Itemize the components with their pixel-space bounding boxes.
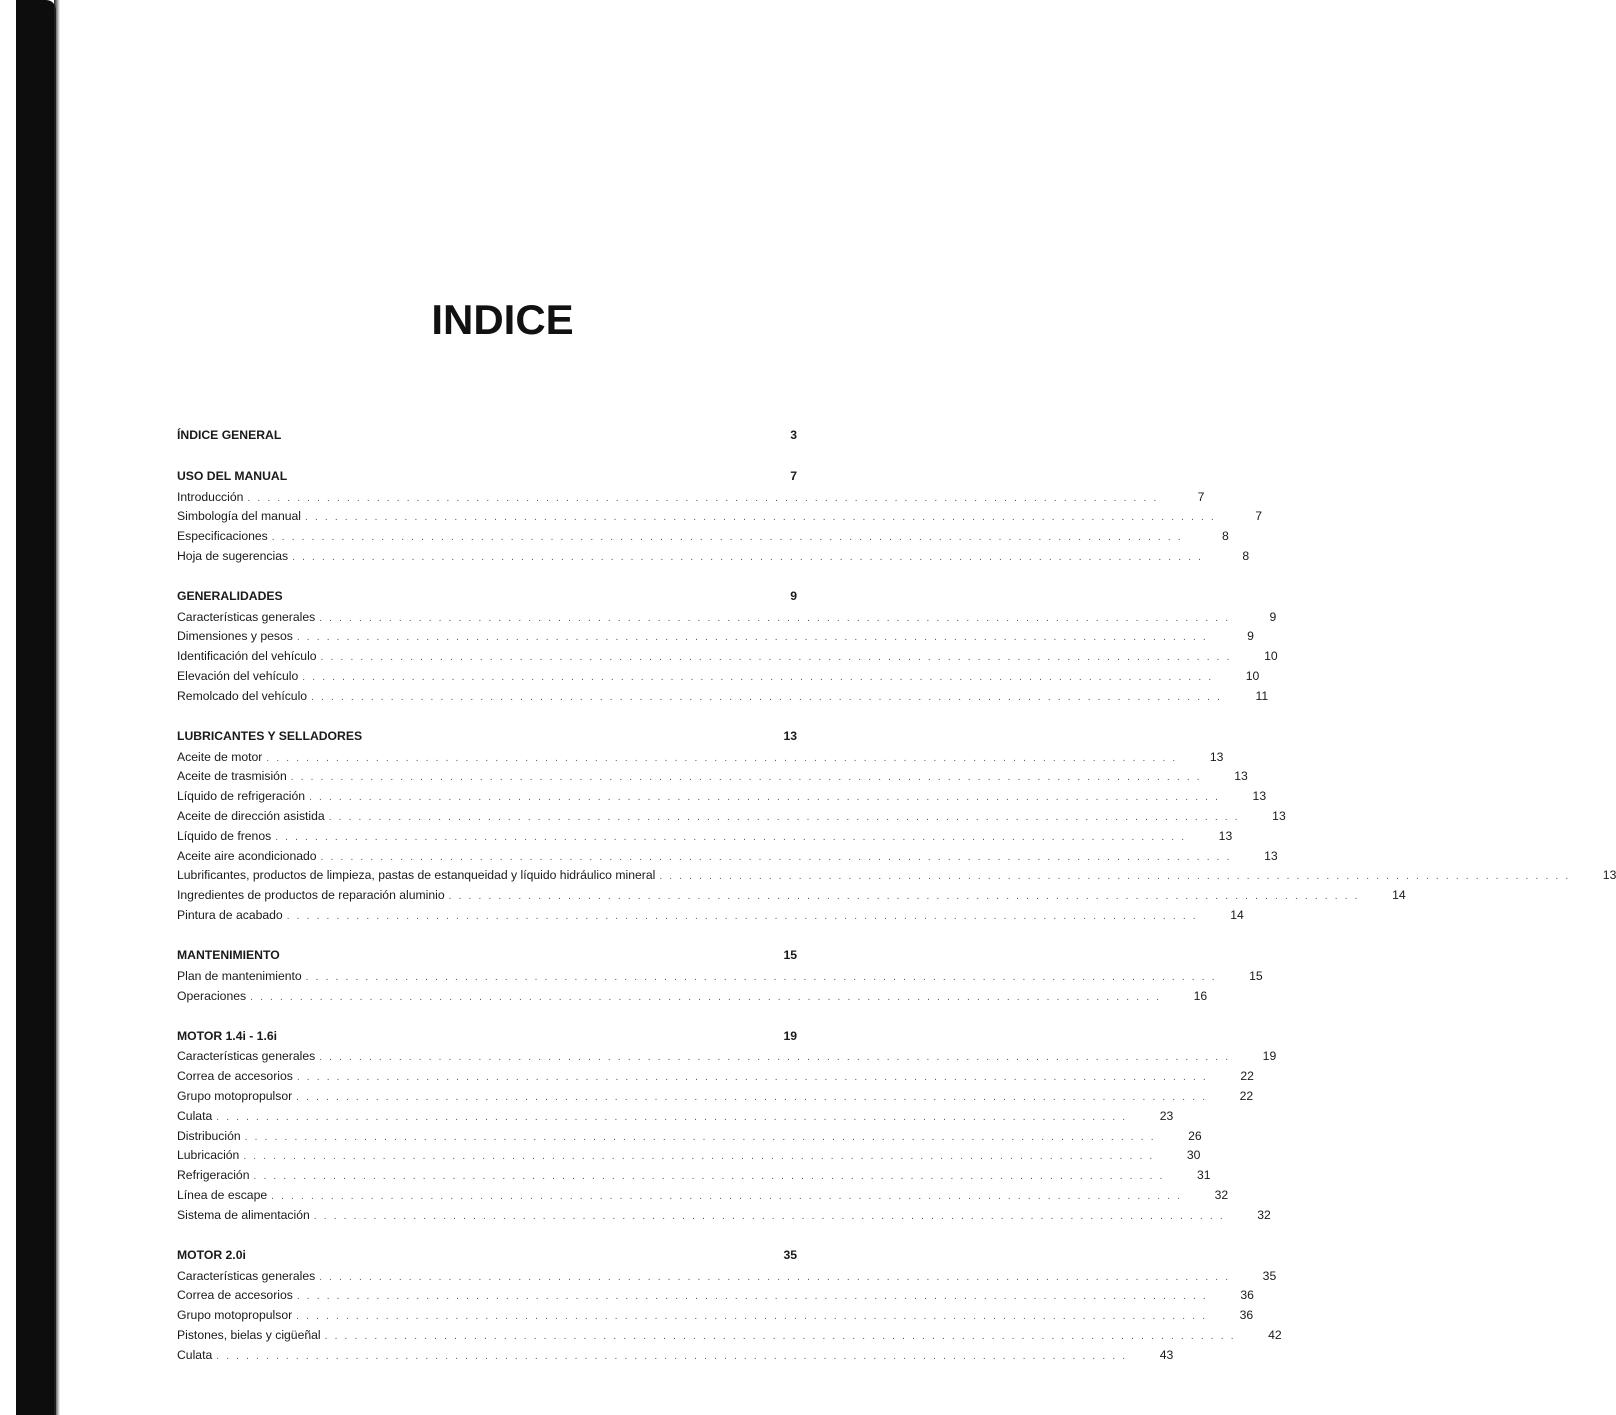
entry-page-number: 10 xyxy=(1245,669,1260,684)
entry-title: Culata xyxy=(177,1108,213,1123)
entry-page-number: 32 xyxy=(1257,1207,1271,1222)
toc-entry xyxy=(177,908,1244,928)
dot-leader: . . . . . . . . . . . . . . . . . . . . . . . . . . . . . . . . . . . . . . . . . . . . . . . . . . . . . . . . . . . . . . . . . . . . . . . . . . . . . . . . . . . . . . . . . . . . xyxy=(290,772,1202,784)
entry-title: Línea de escape xyxy=(177,1188,268,1203)
dot-leader: . . . . . . . . . . . . . . . . . . . . . . . . . . . . . . . . . . . . . . . . . . . . . . . . . . . . . . . . . . . . . . . . . . . . . . . . . . . . . . . . . . . . . . . . . . . . xyxy=(253,1171,1165,1183)
toc-entry xyxy=(177,888,1406,908)
dot-leader: . . . . . . . . . . . . . . . . . . . . . . . . . . . . . . . . . . . . . . . . . . . . . . . . . . . . . . . . . . . . . . . . . . . . . . . . . . . . . . . . . . . . . . . . . . . . xyxy=(296,1072,1208,1084)
entry-title: Correa de accesorios xyxy=(177,1288,293,1303)
entry-page-number: 7 xyxy=(1197,489,1205,504)
entry-page-number: 32 xyxy=(1214,1188,1229,1203)
toc-entry xyxy=(177,1168,1211,1188)
table-of-contents xyxy=(177,428,1616,1388)
toc-entry xyxy=(177,789,1267,809)
dot-leader: . . . . . . . . . . . . . . . . . . . . . . . . . . . . . . . . . . . . . . . . . . . . . . . . . . . . . . . . . . . . . . . . . . . . . . . . . . . . . . . . . . . . . . . . . . . . xyxy=(286,911,1198,923)
entry-title: Líquido de frenos xyxy=(177,828,272,843)
entry-page-number: 8 xyxy=(1222,529,1229,544)
dot-leader: . . . . . . . . . . . . . . . . . . . . . . . . . . . . . . . . . . . . . . . . . . . . . . . . . . . . . . . . . . . . . . . . . . . . . . . . . . . . . . . . . . . . . . . . . . . . xyxy=(296,1291,1208,1303)
entry-title: Distribución xyxy=(177,1128,241,1143)
section-page-number: 13 xyxy=(783,729,797,744)
entry-title: Dimensiones y pesos xyxy=(177,629,293,644)
section-page-number: 3 xyxy=(790,428,797,442)
entry-page-number: 30 xyxy=(1186,1148,1201,1163)
section-title: MANTENIMIENTO xyxy=(177,948,280,963)
toc-entry xyxy=(177,1207,1271,1228)
toc-entry xyxy=(177,1347,1174,1368)
entry-page-number: 10 xyxy=(1264,649,1278,664)
entry-page-number: 13 xyxy=(1252,789,1267,804)
toc-entry xyxy=(177,688,1269,709)
toc-entry xyxy=(177,1328,1282,1348)
entry-page-number: 9 xyxy=(1269,609,1277,624)
toc-entry xyxy=(177,529,1229,549)
entry-page-number: 13 xyxy=(1218,828,1233,843)
entry-page-number: 13 xyxy=(1234,769,1248,784)
entry-title: Aceite aire acondicionado xyxy=(177,848,317,863)
dot-leader: . . . . . . . . . . . . . . . . . . . . . . . . . . . . . . . . . . . . . . . . . . . . . . . . . . . . . . . . . . . . . . . . . . . . . . . . . . . . . . . . . . . . . . . . . . . . xyxy=(243,1151,1155,1163)
entry-title: Aceite de motor xyxy=(177,749,263,764)
entry-title: Culata xyxy=(177,1347,213,1362)
entry-page-number: 13 xyxy=(1272,809,1286,824)
dot-leader: . . . . . . . . . . . . . . . . . . . . . . . . . . . . . . . . . . . . . . . . . . . . . . . . . . . . . . . . . . . . . . . . . . . . . . . . . . . . . . . . . . . . . . . . . . . . xyxy=(311,691,1223,703)
entry-page-number: 13 xyxy=(1264,848,1278,863)
entry-title: Simbología del manual xyxy=(177,509,301,524)
entry-title: Remolcado del vehículo xyxy=(177,688,308,703)
toc-entry xyxy=(177,1108,1174,1129)
entry-page-number: 7 xyxy=(1255,509,1263,524)
dot-leader: . . . . . . . . . . . . . . . . . . . . . . . . . . . . . . . . . . . . . . . . . . . . . . . . . . . . . . . . . . . . . . . . . . . . . . . . . . . . . . . . . . . . . . . . . . . . xyxy=(320,652,1232,664)
entry-title: Especificaciones xyxy=(177,529,268,544)
entry-page-number: 15 xyxy=(1249,968,1263,983)
toc-section-heading xyxy=(177,1248,797,1269)
entry-page-number: 22 xyxy=(1240,1069,1254,1084)
dot-leader: . . . . . . . . . . . . . . . . . . . . . . . . . . . . . . . . . . . . . . . . . . . . . . . . . . . . . . . . . . . . . . . . . . . . . . . . . . . . . . . . . . . . . . . . . . . . xyxy=(271,1191,1183,1203)
section-page-number: 19 xyxy=(783,1028,797,1043)
entry-page-number: 14 xyxy=(1392,888,1406,903)
toc-section xyxy=(177,589,1278,708)
toc-section xyxy=(177,948,1263,1008)
dot-leader: . . . . . . . . . . . . . . . . . . . . . . . . . . . . . . . . . . . . . . . . . . . . . . . . . . . . . . . . . . . . . . . . . . . . . . . . . . . . . . . . . . . . . . . . . . . . xyxy=(216,1111,1128,1123)
toc-entry xyxy=(177,1069,1254,1089)
dot-leader: . . . . . . . . . . . . . . . . . . . . . . . . . . . . . . . . . . . . . . . . . . . . . . . . . . . . . . . . . . . . . . . . . . . . . . . . . . . . . . . . . . . . . . . . . . . . xyxy=(271,532,1183,544)
entry-page-number: 26 xyxy=(1188,1128,1202,1143)
toc-section xyxy=(177,1248,1282,1367)
toc-section-heading xyxy=(177,469,797,490)
dot-leader: . . . . . . . . . . . . . . . . . . . . . . . . . . . . . . . . . . . . . . . . . . . . . . . . . . . . . . . . . . . . . . . . . . . . . . . . . . . . . . . . . . . . . . . . . . . . xyxy=(309,792,1221,804)
entry-title: Sistema de alimentación xyxy=(177,1207,310,1222)
entry-title: Líquido de refrigeración xyxy=(177,789,306,804)
section-page-number: 9 xyxy=(790,589,797,604)
entry-title: Aceite de trasmisión xyxy=(177,769,287,784)
toc-entry xyxy=(177,669,1260,689)
entry-page-number: 14 xyxy=(1230,908,1244,923)
toc-section xyxy=(177,428,797,449)
entry-title: Introducción xyxy=(177,489,244,504)
dot-leader: . . . . . . . . . . . . . . . . . . . . . . . . . . . . . . . . . . . . . . . . . . . . . . . . . . . . . . . . . . . . . . . . . . . . . . . . . . . . . . . . . . . . . . . . . . . . xyxy=(296,1092,1208,1104)
toc-entry xyxy=(177,1288,1254,1308)
dot-leader: . . . . . . . . . . . . . . . . . . . . . . . . . . . . . . . . . . . . . . . . . . . . . . . . . . . . . . . . . . . . . . . . . . . . . . . . . . . . . . . . . . . . . . . . . . . . xyxy=(313,1210,1225,1222)
toc-entry xyxy=(177,629,1254,649)
toc-entry xyxy=(177,1089,1254,1109)
section-page-number: 7 xyxy=(790,469,797,483)
toc-section-heading xyxy=(177,948,797,969)
dot-leader: . . . . . . . . . . . . . . . . . . . . . . . . . . . . . . . . . . . . . . . . . . . . . . . . . . . . . . . . . . . . . . . . . . . . . . . . . . . . . . . . . . . . . . . . . . . . xyxy=(250,991,1162,1003)
toc-entry xyxy=(177,848,1278,869)
section-title: LUBRICANTES Y SELLADORES xyxy=(177,729,363,744)
entry-title: Pistones, bielas y cigüeñal xyxy=(177,1328,321,1342)
section-title: ÍNDICE GENERAL xyxy=(177,428,282,442)
toc-section xyxy=(177,469,1263,569)
dot-leader: . . . . . . . . . . . . . . . . . . . . . . . . . . . . . . . . . . . . . . . . . . . . . . . . . . . . . . . . . . . . . . . . . . . . . . . . . . . . . . . . . . . . . . . . . . . . xyxy=(320,851,1232,863)
toc-entry xyxy=(177,868,1616,888)
entry-page-number: 36 xyxy=(1240,1288,1254,1303)
entry-page-number: 43 xyxy=(1159,1347,1174,1362)
dot-leader: . . . . . . . . . . . . . . . . . . . . . . . . . . . . . . . . . . . . . . . . . . . . . . . . . . . . . . . . . . . . . . . . . . . . . . . . . . . . . . . . . . . . . . . . . . . . xyxy=(247,492,1159,504)
dot-leader: . . . . . . . . . . . . . . . . . . . . . . . . . . . . . . . . . . . . . . . . . . . . . . . . . . . . . . . . . . . . . . . . . . . . . . . . . . . . . . . . . . . . . . . . . . . . xyxy=(244,1131,1156,1143)
dot-leader: . . . . . . . . . . . . . . . . . . . . . . . . . . . . . . . . . . . . . . . . . . . . . . . . . . . . . . . . . . . . . . . . . . . . . . . . . . . . . . . . . . . . . . . . . . . . xyxy=(302,672,1214,684)
entry-title: Plan de mantenimiento xyxy=(177,968,302,983)
entry-title: Aceite de dirección asistida xyxy=(177,809,325,824)
toc-entry xyxy=(177,968,1263,989)
dot-leader: . . . . . . . . . . . . . . . . . . . . . . . . . . . . . . . . . . . . . . . . . . . . . . . . . . . . . . . . . . . . . . . . . . . . . . . . . . . . . . . . . . . . . . . . . . . . xyxy=(296,1311,1208,1323)
toc-entry xyxy=(177,609,1277,630)
toc-section-heading xyxy=(177,428,797,449)
entry-title: Operaciones xyxy=(177,988,247,1003)
toc-entry xyxy=(177,749,1224,770)
entry-title: Elevación del vehículo xyxy=(177,669,299,684)
entry-title: Características generales xyxy=(177,1268,316,1283)
entry-title: Grupo motopropulsor xyxy=(177,1308,293,1323)
section-title: MOTOR 2.0i xyxy=(177,1248,246,1263)
dot-leader: . . . . . . . . . . . . . . . . . . . . . . . . . . . . . . . . . . . . . . . . . . . . . . . . . . . . . . . . . . . . . . . . . . . . . . . . . . . . . . . . . . . . . . . . . . . . xyxy=(296,632,1208,644)
dot-leader: . . . . . . . . . . . . . . . . . . . . . . . . . . . . . . . . . . . . . . . . . . . . . . . . . . . . . . . . . . . . . . . . . . . . . . . . . . . . . . . . . . . . . . . . . . . . xyxy=(319,612,1231,624)
entry-title: Características generales xyxy=(177,1049,316,1064)
entry-page-number: 36 xyxy=(1239,1308,1254,1323)
toc-entry xyxy=(177,1128,1202,1149)
toc-entry xyxy=(177,1268,1277,1289)
toc-entry xyxy=(177,828,1233,849)
toc-entry xyxy=(177,649,1278,669)
entry-title: Características generales xyxy=(177,609,316,624)
dot-leader: . . . . . . . . . . . . . . . . . . . . . . . . . . . . . . . . . . . . . . . . . . . . . . . . . . . . . . . . . . . . . . . . . . . . . . . . . . . . . . . . . . . . . . . . . . . . xyxy=(266,752,1178,764)
toc-entry xyxy=(177,1148,1201,1168)
entry-title: Pintura de acabado xyxy=(177,908,283,923)
entry-page-number: 13 xyxy=(1602,868,1616,883)
dot-leader: . . . . . . . . . . . . . . . . . . . . . . . . . . . . . . . . . . . . . . . . . . . . . . . . . . . . . . . . . . . . . . . . . . . . . . . . . . . . . . . . . . . . . . . . . . . . xyxy=(448,891,1360,903)
dot-leader: . . . . . . . . . . . . . . . . . . . . . . . . . . . . . . . . . . . . . . . . . . . . . . . . . . . . . . . . . . . . . . . . . . . . . . . . . . . . . . . . . . . . . . . . . . . . xyxy=(319,1271,1231,1283)
toc-section-heading xyxy=(177,1029,797,1050)
entry-title: Lubricación xyxy=(177,1148,240,1163)
toc-entry xyxy=(177,809,1286,829)
toc-entry xyxy=(177,1308,1254,1328)
entry-title: Ingredientes de productos de reparación aluminio xyxy=(177,888,445,903)
entry-page-number: 13 xyxy=(1209,749,1224,764)
toc-entry xyxy=(177,1188,1229,1208)
entry-title: Grupo motopropulsor xyxy=(177,1089,293,1104)
dot-leader: . . . . . . . . . . . . . . . . . . . . . . . . . . . . . . . . . . . . . . . . . . . . . . . . . . . . . . . . . . . . . . . . . . . . . . . . . . . . . . . . . . . . . . . . . . . . xyxy=(319,1052,1231,1064)
section-title: GENERALIDADES xyxy=(177,589,283,604)
entry-page-number: 31 xyxy=(1196,1168,1211,1183)
dot-leader: . . . . . . . . . . . . . . . . . . . . . . . . . . . . . . . . . . . . . . . . . . . . . . . . . . . . . . . . . . . . . . . . . . . . . . . . . . . . . . . . . . . . . . . . . . . . xyxy=(292,551,1204,563)
entry-title: Hoja de sugerencias xyxy=(177,548,289,563)
dot-leader: . . . . . . . . . . . . . . . . . . . . . . . . . . . . . . . . . . . . . . . . . . . . . . . . . . . . . . . . . . . . . . . . . . . . . . . . . . . . . . . . . . . . . . . . . . . . xyxy=(275,831,1187,843)
section-title: MOTOR 1.4i - 1.6i xyxy=(177,1028,278,1043)
dot-leader: . . . . . . . . . . . . . . . . . . . . . . . . . . . . . . . . . . . . . . . . . . . . . . . . . . . . . . . . . . . . . . . . . . . . . . . . . . . . . . . . . . . . . . . . . . . . xyxy=(324,1331,1236,1342)
toc-entry xyxy=(177,1049,1277,1069)
entry-title: Refrigeración xyxy=(177,1168,250,1183)
toc-entry xyxy=(177,548,1250,569)
entry-title: Lubrificantes, productos de limpieza, pastas de estanqueidad y líquido hidráulico mineral xyxy=(177,868,656,883)
section-title: USO DEL MANUAL xyxy=(177,469,288,483)
section-page-number: 35 xyxy=(783,1248,797,1263)
page-title: INDICE xyxy=(431,296,574,343)
dot-leader: . . . . . . . . . . . . . . . . . . . . . . . . . . . . . . . . . . . . . . . . . . . . . . . . . . . . . . . . . . . . . . . . . . . . . . . . . . . . . . . . . . . . . . . . . . . . xyxy=(305,971,1217,983)
section-page-number: 15 xyxy=(783,948,797,963)
entry-title: Correa de accesorios xyxy=(177,1069,293,1084)
book-binding-shadow xyxy=(16,0,56,1415)
entry-page-number: 16 xyxy=(1193,988,1208,1003)
toc-section-heading xyxy=(177,729,797,750)
toc-section xyxy=(177,1028,1277,1228)
entry-page-number: 22 xyxy=(1239,1089,1254,1104)
toc-entry xyxy=(177,509,1263,529)
toc-section-heading xyxy=(177,589,797,610)
toc-entry xyxy=(177,769,1248,789)
dot-leader: . . . . . . . . . . . . . . . . . . . . . . . . . . . . . . . . . . . . . . . . . . . . . . . . . . . . . . . . . . . . . . . . . . . . . . . . . . . . . . . . . . . . . . . . . . . . xyxy=(216,1350,1128,1362)
dot-leader: . . . . . . . . . . . . . . . . . . . . . . . . . . . . . . . . . . . . . . . . . . . . . . . . . . . . . . . . . . . . . . . . . . . . . . . . . . . . . . . . . . . . . . . . . . . . xyxy=(328,812,1240,824)
entry-title: Identificación del vehículo xyxy=(177,649,317,664)
toc-entry xyxy=(177,988,1208,1009)
entry-page-number: 23 xyxy=(1159,1108,1174,1123)
entry-page-number: 35 xyxy=(1262,1268,1277,1283)
entry-page-number: 9 xyxy=(1247,629,1254,644)
toc-entry xyxy=(177,489,1205,510)
dot-leader: . . . . . . . . . . . . . . . . . . . . . . . . . . . . . . . . . . . . . . . . . . . . . . . . . . . . . . . . . . . . . . . . . . . . . . . . . . . . . . . . . . . . . . . . . . . . xyxy=(659,871,1571,883)
entry-page-number: 8 xyxy=(1242,548,1250,563)
entry-page-number: 11 xyxy=(1255,688,1269,703)
entry-page-number: 19 xyxy=(1262,1049,1277,1064)
toc-section xyxy=(177,729,1616,928)
entry-page-number: 42 xyxy=(1268,1328,1282,1342)
dot-leader: . . . . . . . . . . . . . . . . . . . . . . . . . . . . . . . . . . . . . . . . . . . . . . . . . . . . . . . . . . . . . . . . . . . . . . . . . . . . . . . . . . . . . . . . . . . . xyxy=(304,512,1217,524)
